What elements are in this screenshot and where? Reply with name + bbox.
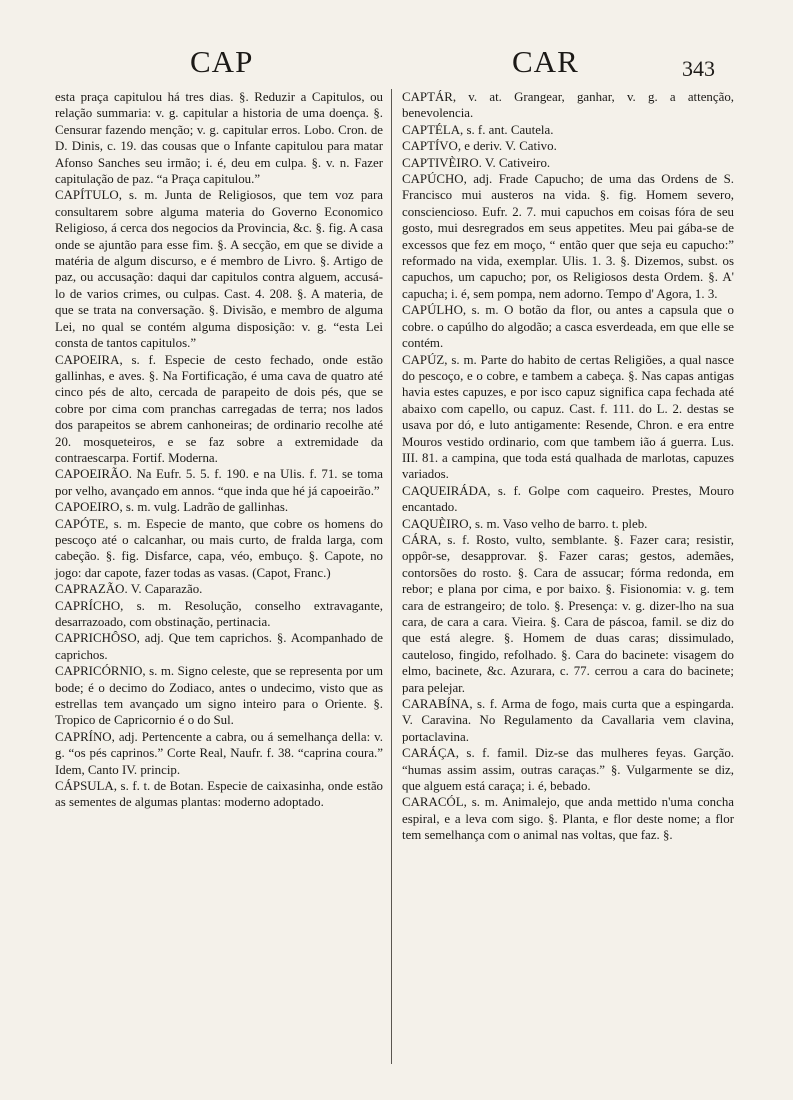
- entry: CAPOEIRO, s. m. vulg. Ladrão de gallinhas.: [55, 500, 289, 515]
- left-column: [55, 89, 383, 811]
- entry: CÁPSULA, s. f. t. de Botan. Especie de caixasinha, onde estão as sementes de algumas plantas: moderno adoptado.: [55, 779, 383, 810]
- entry: CAPÚZ, s. m. Parte do habito de certas Religiões, a qual nasce do pescoço, e o cobre, e tambem a cabeça. §. Nas capas antigas havia estes capuzes, e por isco capuz significa capa fechada até abaixo com capello, ou capuz. Cast. f. 111. do L. 2. destas se usava por dó, e luto antigamente: Resende, Chron. e era entre Mouros vestido ordinario, com que tambem ião á guerra. Lus. III. 81. a campina, que toda está qualhada de marlotas, capuzes variados.: [402, 352, 734, 482]
- column-divider: [391, 89, 392, 1064]
- entry: CÁRA, s. f. Rosto, vulto, semblante. §. Fazer cara; resistir, oppôr-se, desapprovar. §. Fazer caras; gestos, ademães, contorsões do rosto. §. Cara de assucar; fórma redonda, em rebor; e plana por cima, e por baixo. §. Fisionomia: v. g. tem cara de estrangeiro; de tolo. §. Presença: v. g. dizer-lho na sua cara, de cara a cara. Vieira. §. Cara de páscoa, famil. se diz do que está alegre. §. Homem de duas caras; dissimulado, cauteloso, fingido, refolhado. §. Cara do bacinete: visagem do elmo, bacinete, &c. Azurara, c. 77. cerrou a cara do bacinete; para pelejar.: [402, 532, 734, 695]
- entry: CAPRICÓRNIO, s. m. Signo celeste, que se representa por um bode; é o decimo do Zodiaco, antes o undecimo, visto que as estrellas tem avançado um signo inteiro para o Oriente. §. Tropico de Capricornio é o do Sul.: [55, 664, 383, 728]
- entry: CAQUEIRÁDA, s. f. Golpe com caqueiro. Prestes, Mouro encantado.: [402, 483, 734, 515]
- entry: CAPÚCHO, adj. Frade Capucho; de uma das Ordens de S. Francisco mui austeros na vida. §. fig. Homem severo, consciencioso. Eufr. 2. 7. mui capuchos em coisas fóra de seu gosto, mui desregrados em seus appetites. Meu pai gába-se de excessos que fez em moço, “ então quer que seja eu capucho:” reformado na vida, exemplar. Ulis. 1. 3. §. Dizemos, subst. os capuchos, um capucho; por, os Religiosos desta Ordem. §. A' capucha; i. é, sem pompa, nem adorno. Tempo d' Agora, 1. 3.: [402, 172, 734, 301]
- entry: CARACÓL, s. m. Animalejo, que anda mettido n'uma concha espiral, e a leva com sigo. §. Planta, e flor deste nome; a flor tem semelhança com o animal nas voltas, que faz. §.: [402, 795, 734, 843]
- entry: CAPÍTULO, s. m. Junta de Religiosos, que tem voz para consultarem sobre alguma materia do Governo Economico Religioso, á cerca dos negocios da Provincia, &c. §. fig. A casa onde se ajuntão para esse fim. §. A secção, em que se divide a matéria de algum discurso, e é membro de Livro. §. Artigo de paz, ou accusação: daqui dar capitulos contra alguem, accusá-lo de varios crimes, ou culpas. Cast. 4. 208. §. A materia, de que se trata na conversação. §. Divisão, e membro de alguma Lei, no qual se contém alguma disposição: v. g. “esta Lei consta de tantos capitulos.”: [55, 188, 383, 351]
- entry: CAPRÍNO, adj. Pertencente a cabra, ou á semelhança della: v. g. “os pés caprinos.” Corte Real, Naufr. f. 38. “caprina coura.” Idem, Canto IV. princip.: [55, 729, 383, 777]
- entry: CAPTIVÈIRO. V. Cativeiro.: [402, 155, 551, 170]
- entry: CAPTÍVO, e deriv. V. Cativo.: [402, 139, 557, 154]
- entry: CAPÓTE, s. m. Especie de manto, que cobre os homens do pescoço até o calcanhar, ou mais curto, de fralda larga, com cabeção. §. fig. Disfarce, capa, véo, embuço. §. Capote, no jogo: dar capote, fazer todas as vasas. (Capot, Franc.): [55, 516, 383, 580]
- entry: CAPTÁR, v. at. Grangear, ganhar, v. g. a attenção, benevolencia.: [402, 90, 734, 121]
- right-column: [402, 89, 734, 844]
- running-head-right: CAR: [512, 44, 579, 79]
- entry: CAPRAZÃO. V. Caparazão.: [55, 582, 203, 597]
- entry: CARÁÇA, s. f. famil. Diz-se das mulheres feyas. Garção. “humas assim assim, outras caraças.” §. Vulgarmente se diz, que alguem está caraça; i. é, bebado.: [402, 746, 734, 794]
- entry: CAQUÈIRO, s. m. Vaso velho de barro. t. pleb.: [402, 516, 648, 531]
- entry: esta praça capitulou há tres dias. §. Reduzir a Capitulos, ou relação summaria: v. g. capitular a historia de uma doença. §. Censurar fazendo menção; v. g. capitular erros. Lobo. Cron. de D. Dinis, c. 19. das cousas que o Infante capitulou para matar Afonso Sanches seu irmão; i. é, deu em culpa. §. v. n. Fazer capitulação de paz. “a Praça capitulou.”: [55, 90, 383, 187]
- entry: CAPOEIRÃO. Na Eufr. 5. 5. f. 190. e na Ulis. f. 71. se toma por velho, avançado em annos. “que inda que hé já capoeirão.”: [55, 467, 383, 498]
- entry: CAPRICHÔSO, adj. Que tem caprichos. §. Acompanhado de caprichos.: [55, 631, 383, 662]
- entry: CAPOEIRA, s. f. Especie de cesto fechado, onde estão gallinhas, e aves. §. Na Fortificação, é uma cava de quatro até cinco pés de alto, cercada de parapeito de dois pés, que se cobre por cima com pranchas carregadas de terra; nos lados dos parapeitos se abrem canhoneiras; de ordinario recolhe até 20. mosqueteiros, e se faz sobre a extremidade da contraescarpa. Fortif. Moderna.: [55, 352, 383, 465]
- entry: CARABÍNA, s. f. Arma de fogo, mais curta que a espingarda. V. Caravina. No Regulamento da Cavallaria vem clavina, portaclavina.: [402, 697, 734, 744]
- entry: CAPTÉLA, s. f. ant. Cautela.: [402, 122, 554, 137]
- entry: CAPRÍCHO, s. m. Resolução, conselho extravagante, desarrazoado, com obstinação, pertinacia.: [55, 598, 383, 629]
- running-head-left: CAP: [190, 44, 254, 79]
- entry: CAPÚLHO, s. m. O botão da flor, ou antes a capsula que o cobre. o capúlho do algodão; a casca esverdeada, em que elle se contém.: [402, 303, 734, 351]
- page-number: 343: [682, 56, 715, 81]
